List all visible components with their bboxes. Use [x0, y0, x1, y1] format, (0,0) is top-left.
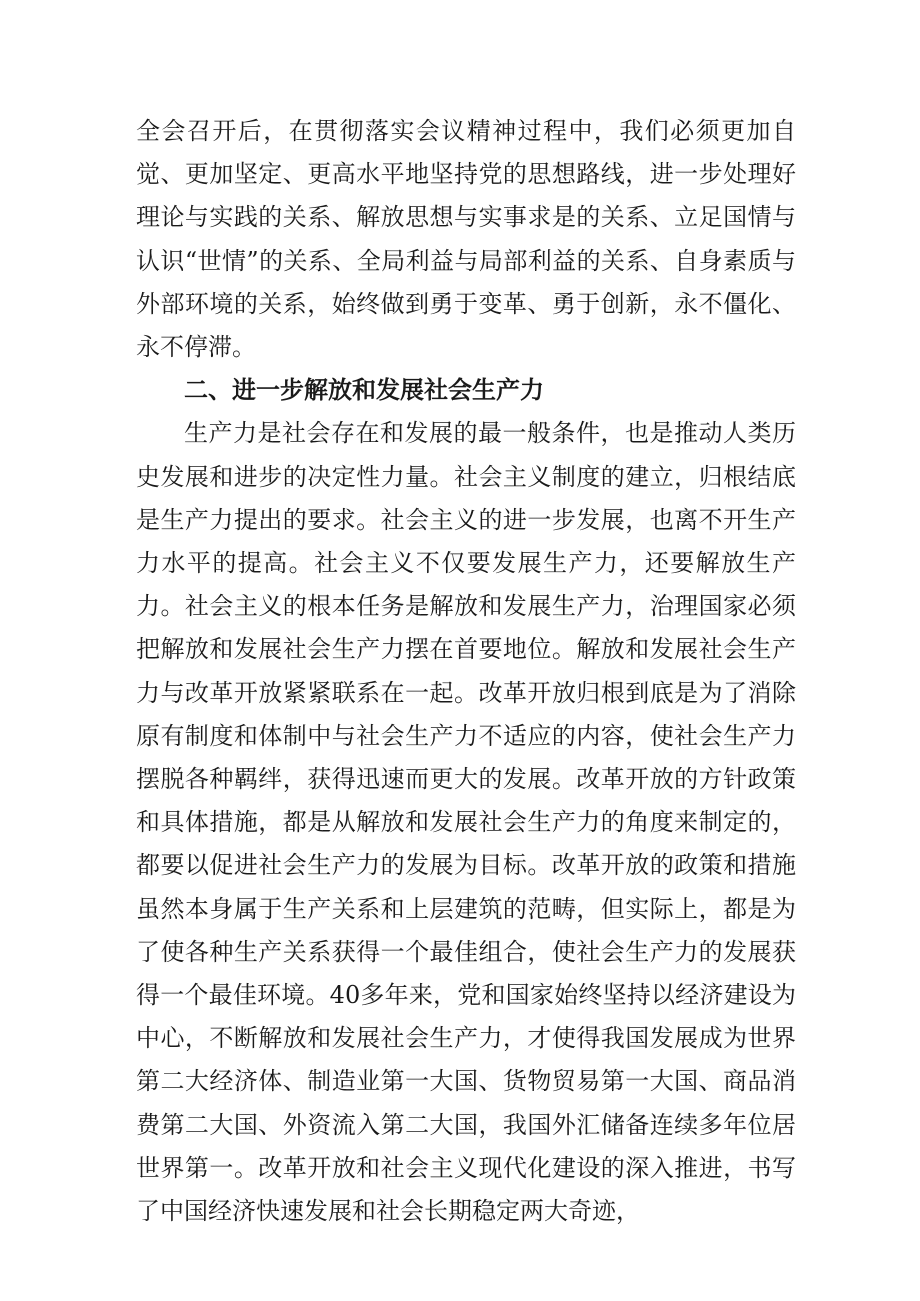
- section-heading: 二、进一步解放和发展社会生产力: [184, 376, 544, 405]
- document-body: [136, 110, 796, 1233]
- body-paragraph: 生产力是社会存在和发展的最一般条件，也是推动人类历史发展和进步的决定性力量。社会主义制度的建立，归根结底是生产力提出的要求。社会主义的进一步发展，也离不开生产力水平的提高。社会主义不仅要发展生产力，还要解放生产力。社会主义的根本任务是解放和发展生产力，治理国家必须把解放和发展社会生产力摆在首要地位。解放和发展社会生产力与改革开放紧紧联系在一起。改革开放归根到底是为了消除原有制度和体制中与社会生产力不适应的内容，使社会生产力摆脱各种羁绊，获得迅速而更大的发展。改革开放的方针政策和具体措施，都是从解放和发展社会生产力的角度来制定的，都要以促进社会生产力的发展为目标。改革开放的政策和措施虽然本身属于生产关系和上层建筑的范畴，但实际上，都是为了使各种生产关系获得一个最佳组合，使社会生产力的发展获得一个最佳环境。40多年来，党和国家始终坚持以经济建设为中心，不断解放和发展社会生产力，才使得我国发展成为世界第二大经济体、制造业第一大国、货物贸易第一大国、商品消费第二大国、外资流入第二大国，我国外汇储备连续多年位居世界第一。改革开放和社会主义现代化建设的深入推进，书写了中国经济快速发展和社会长期稳定两大奇迹，: [136, 419, 796, 1226]
- continued-paragraph: 全会召开后，在贯彻落实会议精神过程中，我们必须更加自觉、更加坚定、更高水平地坚持党的思想路线，进一步处理好理论与实践的关系、解放思想与实事求是的关系、立足国情与认识“世情”的关系、全局利益与局部利益的关系、自身素质与外部环境的关系，始终做到勇于变革、勇于创新，永不僵化、永不停滞。: [136, 117, 796, 362]
